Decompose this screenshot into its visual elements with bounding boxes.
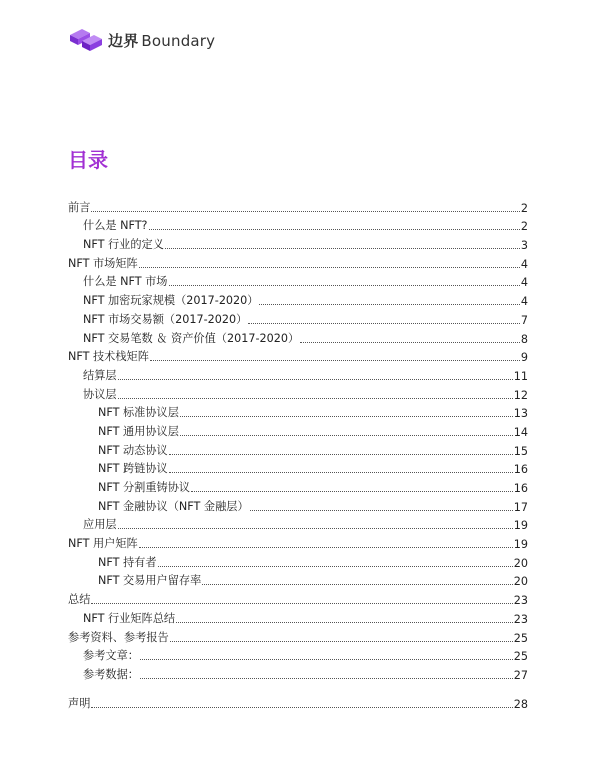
toc-entry[interactable] [68, 476, 528, 495]
logo-text-cn: 边界 [108, 31, 139, 50]
toc-entry-label: NFT 用户矩阵 [68, 537, 138, 551]
toc-leader-dots [169, 471, 513, 473]
toc-entry-label: NFT 金融协议（NFT 金融层） [98, 499, 249, 513]
toc-entry[interactable] [68, 308, 528, 327]
toc-entry-label: NFT 市场交易额（2017-2020） [83, 312, 248, 326]
toc-entry-label: NFT 加密玩家规模（2017-2020） [83, 294, 259, 308]
toc-entry-label: 应用层 [83, 518, 117, 532]
toc-entry-page: 13 [513, 407, 528, 421]
toc-entry-label: 什么是 NFT? [83, 219, 148, 233]
toc-entry-label: 参考数据： [83, 667, 139, 681]
toc-entry-page: 3 [520, 239, 528, 253]
toc-leader-dots [118, 378, 513, 380]
toc-entry[interactable] [68, 570, 528, 589]
toc-entry-page: 15 [513, 444, 528, 458]
toc-entry[interactable] [68, 645, 528, 664]
toc-leader-dots [248, 322, 520, 324]
toc-entry[interactable] [68, 532, 528, 551]
toc-entry[interactable] [68, 692, 528, 711]
toc-entry-label: 声明 [68, 696, 91, 710]
toc-entry-label: NFT 持有者 [98, 555, 157, 569]
toc-entry-page: 7 [520, 313, 528, 327]
toc-entry-label: NFT 交易笔数 ＆ 资产价值（2017-2020） [83, 331, 300, 345]
toc-entry-label: 参考文章： [83, 649, 139, 663]
toc-entry[interactable] [68, 364, 528, 383]
logo-text-en: Boundary [141, 31, 216, 50]
toc-entry[interactable] [68, 252, 528, 271]
toc-entry[interactable] [68, 588, 528, 607]
toc-entry-label: 前言 [68, 200, 91, 214]
boundary-logo-icon [68, 27, 104, 53]
toc-entry[interactable] [68, 551, 528, 570]
toc-entry-label: NFT 行业的定义 [83, 238, 164, 252]
toc-entry-page: 9 [520, 351, 528, 365]
toc-entry[interactable] [68, 271, 528, 290]
toc-entry-page: 4 [520, 257, 528, 271]
toc-entry[interactable] [68, 626, 528, 645]
toc-entry-label: NFT 标准协议层 [98, 406, 179, 420]
toc-entry-page: 20 [513, 556, 528, 570]
toc-entry[interactable] [68, 514, 528, 533]
toc-leader-dots [165, 247, 520, 249]
toc-entry-page: 12 [513, 388, 528, 402]
toc-entry-page: 16 [513, 482, 528, 495]
toc-leader-dots [169, 453, 513, 455]
toc-entry-label: NFT 分割重铸协议 [98, 481, 191, 494]
toc-entry[interactable] [68, 383, 528, 402]
boundary-logo [68, 27, 215, 53]
toc-entry[interactable] [68, 327, 528, 346]
toc-entry-label: NFT 通用协议层 [98, 424, 179, 438]
toc-entry[interactable] [68, 346, 528, 365]
toc-entry[interactable] [68, 196, 528, 215]
toc-leader-dots [180, 415, 513, 417]
toc-entry-label: 结算层 [83, 368, 117, 382]
toc-entry[interactable] [68, 439, 528, 458]
toc-leader-dots [139, 266, 520, 268]
toc-entry-label: 协议层 [83, 387, 117, 401]
toc-entry-page: 23 [513, 594, 528, 608]
toc-entry-page: 2 [520, 201, 528, 215]
toc-leader-dots [176, 621, 513, 623]
toc-entry-page: 25 [513, 650, 528, 664]
toc-entry-page: 27 [513, 668, 528, 682]
toc-leader-dots [150, 359, 520, 361]
toc-entry-label: 参考资料、参考报告 [68, 630, 169, 644]
toc-entry-page: 19 [513, 519, 528, 533]
toc-leader-dots [149, 228, 520, 230]
toc-entry-label: 什么是 NFT 市场 [83, 275, 168, 289]
toc-entry[interactable] [68, 215, 528, 234]
toc-leader-dots [191, 490, 513, 492]
toc-entry-label: NFT 动态协议 [98, 443, 168, 457]
toc-entry-page: 2 [520, 220, 528, 234]
table-of-contents [68, 196, 528, 711]
toc-leader-dots [169, 284, 520, 286]
toc-entry[interactable] [68, 607, 528, 626]
toc-leader-dots [158, 565, 513, 567]
toc-entry-label: NFT 行业矩阵总结 [83, 611, 176, 625]
toc-entry[interactable] [68, 289, 528, 308]
toc-leader-dots [139, 546, 513, 548]
toc-entry-page: 28 [513, 697, 528, 711]
toc-entry-page: 20 [513, 575, 528, 589]
toc-leader-dots [180, 434, 513, 436]
logo-text [108, 30, 215, 51]
toc-entry[interactable] [68, 458, 528, 477]
toc-entry-page: 23 [513, 612, 528, 626]
toc-entry-page: 8 [520, 332, 528, 346]
toc-entry-page: 4 [520, 276, 528, 290]
toc-entry[interactable] [68, 233, 528, 252]
toc-leader-dots [250, 509, 513, 511]
toc-leader-dots [259, 303, 519, 305]
toc-entry[interactable] [68, 402, 528, 421]
toc-entry-page: 11 [513, 369, 528, 383]
toc-entry-page: 25 [513, 631, 528, 645]
toc-entry[interactable] [68, 420, 528, 439]
toc-leader-dots [300, 341, 520, 343]
toc-entry-page: 14 [513, 425, 528, 439]
toc-entry-label: 总结 [68, 593, 91, 607]
toc-leader-dots [140, 658, 513, 660]
toc-entry-page: 16 [513, 463, 528, 477]
page-title: 目录 [68, 148, 108, 172]
toc-entry-page: 19 [513, 538, 528, 552]
toc-leader-dots [140, 677, 513, 679]
toc-entry[interactable] [68, 663, 528, 682]
toc-entry-label: NFT 交易用户留存率 [98, 574, 202, 588]
toc-leader-dots [118, 397, 513, 399]
toc-entry-page: 17 [513, 500, 528, 514]
toc-leader-dots [91, 210, 519, 212]
toc-entry-page: 4 [520, 295, 528, 309]
toc-entry-label: NFT 市场矩阵 [68, 256, 138, 270]
toc-entry[interactable] [68, 495, 528, 514]
toc-leader-dots [170, 640, 513, 642]
toc-entry-label: NFT 跨链协议 [98, 462, 168, 476]
toc-leader-dots [202, 583, 512, 585]
toc-leader-dots [91, 602, 512, 604]
toc-leader-dots [91, 706, 512, 708]
toc-leader-dots [118, 527, 513, 529]
toc-entry-label: NFT 技术栈矩阵 [68, 350, 149, 364]
